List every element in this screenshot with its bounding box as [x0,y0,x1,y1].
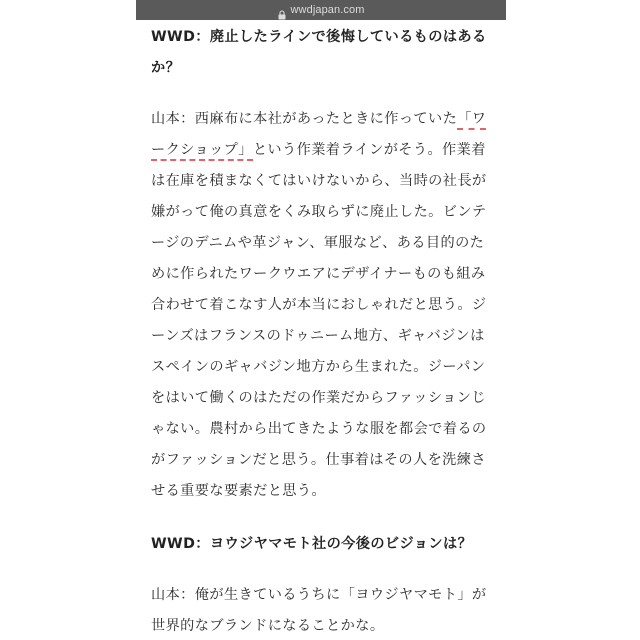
interview-answer-1 [151,104,492,507]
interview-question-1: WWD：廃止したラインで後悔しているものはあるか？ [151,29,487,76]
answer-1-text-start: 山本：西麻布に本社があったときに作っていた [151,111,458,127]
article-body [136,22,506,640]
interview-answer-2: 山本：俺が生きているうちに「ヨウジヤマモト」が世界的なブランドになることかな。 [151,587,487,634]
workshop-link[interactable]: 「ワークショップ」 [151,111,486,161]
url-text: wwdjapan.com [290,4,365,16]
browser-address-bar[interactable] [136,0,506,20]
answer-1-text-end: という作業着ラインがそう。作業着は在庫を積まなくてはいけないから、当時の社長が嫌がって俺の真意をくみ取らずに廃止した。ビンテージのデニムや革ジャン、軍服など、ある目的のために作られたワークウエアにデザイナーものも組み合わせて着こなす人が本当におしゃれだと思う。ジーンズはフランスのドゥニーム地方、ギャバジンはスペインのギャバジン地方から生まれた。ジーパンをはいて働くのはただの作業だからファッションじゃない。農村から出てきたような服を都会で着るのがファッションだと思う。仕事着はその人を洗練させる重要な要素だと思う。 [151,142,487,499]
mobile-browser-view [136,0,506,640]
lock-icon [278,5,286,15]
interview-question-2: WWD：ヨウジヤマモト社の今後のビジョンは？ [151,536,473,552]
